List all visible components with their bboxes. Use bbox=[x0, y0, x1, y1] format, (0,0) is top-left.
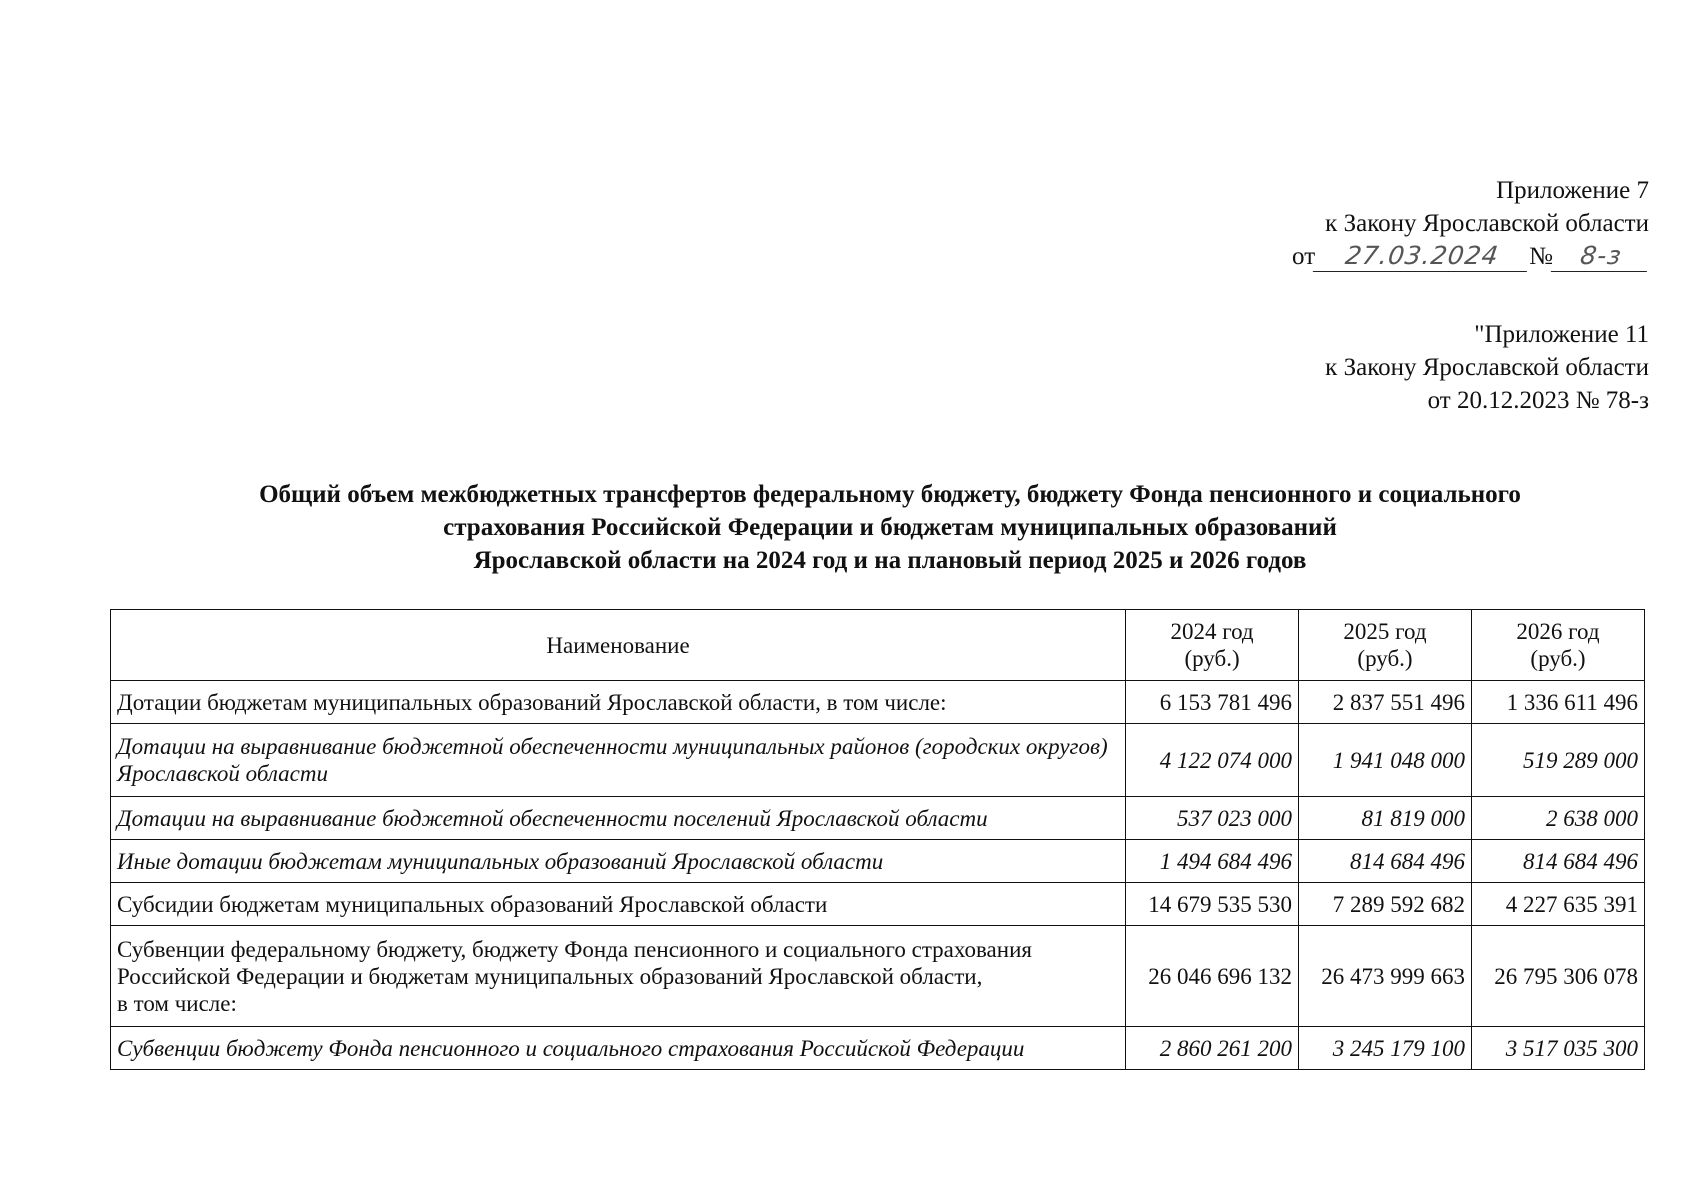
header-2025 bbox=[1299, 610, 1472, 681]
number-prefix: № bbox=[1529, 243, 1553, 270]
header-2024 bbox=[1126, 610, 1299, 681]
date-prefix: от bbox=[1292, 243, 1316, 270]
handwritten-date: 27.03.2024 bbox=[1313, 241, 1531, 272]
appendix-header-old bbox=[1325, 318, 1649, 417]
transfers-table bbox=[110, 609, 1645, 1070]
row-value-2025: 81 819 000 bbox=[1299, 797, 1472, 840]
row-name: Субсидии бюджетам муниципальных образований Ярославской области bbox=[111, 883, 1126, 926]
old-appendix-law-line: к Закону Ярославской области bbox=[1325, 354, 1649, 381]
row-value-2024: 2 860 261 200 bbox=[1126, 1027, 1299, 1070]
row-name: Субвенции бюджету Фонда пенсионного и социального страхования Российской Федерации bbox=[111, 1027, 1126, 1070]
row-value-2025: 7 289 592 682 bbox=[1299, 883, 1472, 926]
title-line-3: Ярославской области на 2024 год и на плановый период 2025 и 2026 годов bbox=[473, 547, 1307, 574]
row-name-line-3: в том числе: bbox=[117, 990, 237, 1016]
row-name: Дотации на выравнивание бюджетной обеспеченности муниципальных районов (городских округов) Ярославской области bbox=[111, 724, 1126, 797]
row-value-2026: 1 336 611 496 bbox=[1471, 681, 1644, 724]
header-2024-year: 2024 год bbox=[1170, 619, 1254, 644]
row-value-2025: 26 473 999 663 bbox=[1299, 926, 1472, 1027]
title-line-2: страхования Российской Федерации и бюджетам муниципальных образований bbox=[443, 514, 1337, 541]
appendix-number-line: Приложение 7 bbox=[1496, 177, 1649, 204]
row-value-2024: 1 494 684 496 bbox=[1126, 840, 1299, 883]
header-2026-unit: (руб.) bbox=[1530, 646, 1586, 671]
header-2026 bbox=[1471, 610, 1644, 681]
row-value-2024: 26 046 696 132 bbox=[1126, 926, 1299, 1027]
row-value-2025: 3 245 179 100 bbox=[1299, 1027, 1472, 1070]
row-value-2024: 14 679 535 530 bbox=[1126, 883, 1299, 926]
row-name: Дотации на выравнивание бюджетной обеспеченности поселений Ярославской области bbox=[111, 797, 1126, 840]
row-value-2025: 814 684 496 bbox=[1299, 840, 1472, 883]
row-name-line-2: Российской Федерации и бюджетам муниципальных образований Ярославской области, bbox=[117, 963, 983, 989]
table-row bbox=[111, 883, 1645, 926]
row-value-2024: 4 122 074 000 bbox=[1126, 724, 1299, 797]
table-row bbox=[111, 681, 1645, 724]
row-value-2026: 814 684 496 bbox=[1471, 840, 1644, 883]
row-value-2026: 519 289 000 bbox=[1471, 724, 1644, 797]
old-appendix-number-line: "Приложение 11 bbox=[1474, 321, 1649, 348]
title-line-1: Общий объем межбюджетных трансфертов федеральному бюджету, бюджету Фонда пенсионного и социального bbox=[259, 481, 1521, 508]
row-value-2026: 3 517 035 300 bbox=[1471, 1027, 1644, 1070]
row-value-2025: 2 837 551 496 bbox=[1299, 681, 1472, 724]
table-row bbox=[111, 724, 1645, 797]
appendix-law-line: к Закону Ярославской области bbox=[1325, 210, 1649, 237]
row-value-2026: 26 795 306 078 bbox=[1471, 926, 1644, 1027]
header-2024-unit: (руб.) bbox=[1184, 646, 1240, 671]
appendix-header-new bbox=[1292, 174, 1649, 273]
table-row bbox=[111, 797, 1645, 840]
row-value-2026: 2 638 000 bbox=[1471, 797, 1644, 840]
row-name: Дотации бюджетам муниципальных образований Ярославской области, в том числе: bbox=[111, 681, 1126, 724]
table-row bbox=[111, 1027, 1645, 1070]
row-value-2024: 6 153 781 496 bbox=[1126, 681, 1299, 724]
handwritten-number: 8-з bbox=[1551, 241, 1651, 272]
row-name: Иные дотации бюджетам муниципальных образований Ярославской области bbox=[111, 840, 1126, 883]
table-row bbox=[111, 926, 1645, 1027]
row-value-2025: 1 941 048 000 bbox=[1299, 724, 1472, 797]
row-name bbox=[111, 926, 1126, 1027]
header-2025-unit: (руб.) bbox=[1357, 646, 1413, 671]
header-name: Наименование bbox=[111, 610, 1126, 681]
row-name-line-1: Субвенции федеральному бюджету, бюджету Фонда пенсионного и социального страхования bbox=[117, 936, 1032, 962]
old-appendix-date-line: от 20.12.2023 № 78-з bbox=[1427, 387, 1649, 414]
header-2025-year: 2025 год bbox=[1343, 619, 1427, 644]
document-title bbox=[110, 478, 1670, 577]
table-row bbox=[111, 840, 1645, 883]
row-value-2024: 537 023 000 bbox=[1126, 797, 1299, 840]
table-header-row bbox=[111, 610, 1645, 681]
row-value-2026: 4 227 635 391 bbox=[1471, 883, 1644, 926]
header-2026-year: 2026 год bbox=[1516, 619, 1600, 644]
appendix-date-line bbox=[1292, 240, 1649, 273]
